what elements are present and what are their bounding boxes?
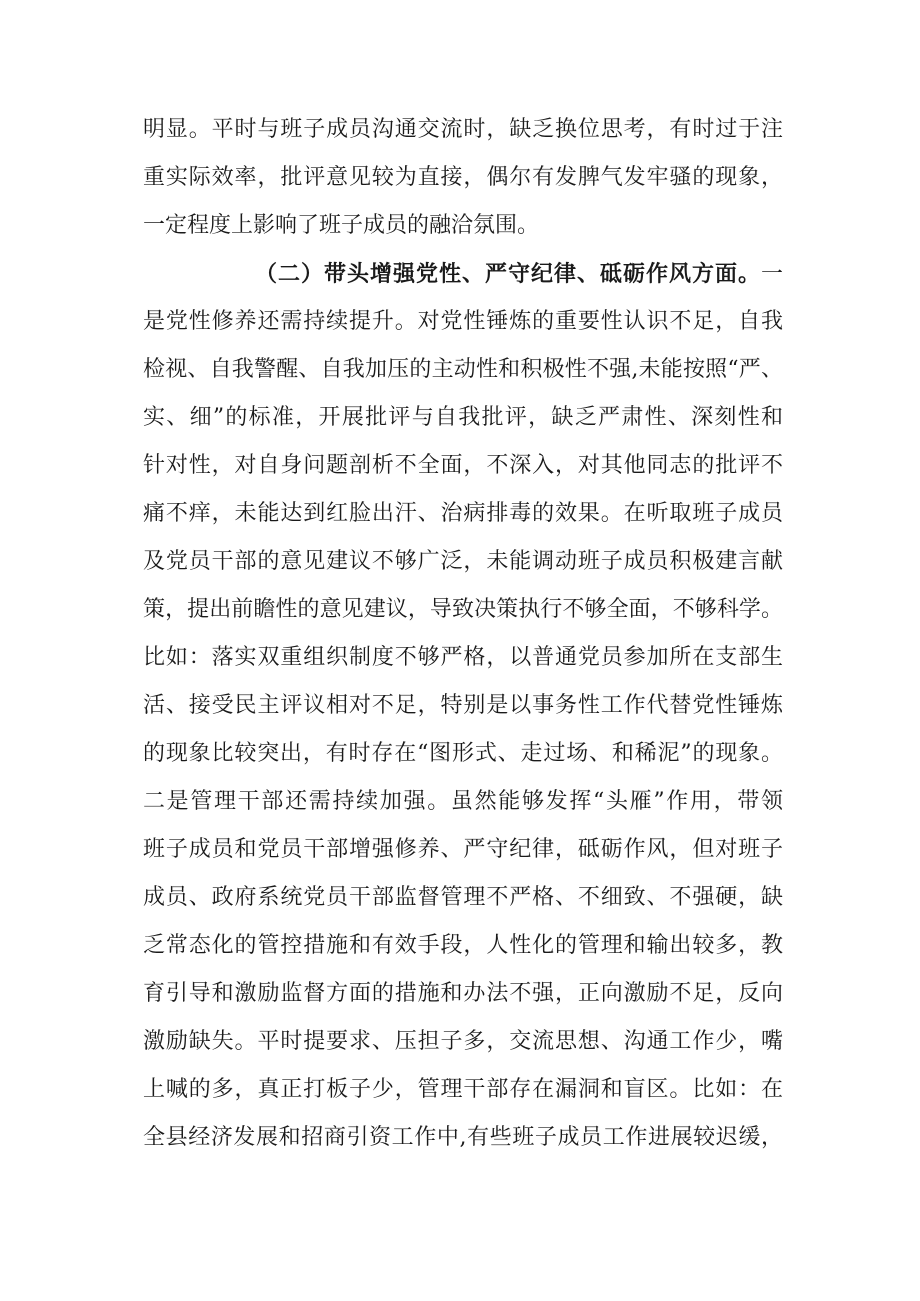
- paragraph-line: 重实际效率，批评意见较为直接，偶尔有发脾气发牢骚的现象，: [143, 165, 783, 190]
- paragraph-line: 上喊的多，真正打板子少，管理干部存在漏洞和盲区。比如：在: [143, 1077, 783, 1102]
- paragraph-line: 二是管理干部还需持续加强。虽然能够发挥“头雁”作用，带领: [143, 789, 783, 814]
- paragraph-line: 针对性，对自身问题剖析不全面，不深入，对其他同志的批评不: [143, 453, 783, 478]
- paragraph-line: 乏常态化的管控措施和有效手段，人性化的管理和输出较多，教: [143, 933, 783, 958]
- paragraph-line: 检视、自我警醒、自我加压的主动性和积极性不强,未能按照“严、: [143, 357, 783, 382]
- paragraph-line: 活、接受民主评议相对不足，特别是以事务性工作代替党性锤炼: [143, 693, 783, 718]
- section-heading-line: [255, 257, 783, 291]
- section-heading: （二）带头增强党性、严守纪律、砥砺作风方面。: [255, 261, 761, 287]
- paragraph-line: 实、细”的标准，开展批评与自我批评，缺乏严肃性、深刻性和: [143, 405, 783, 430]
- paragraph-line: 班子成员和党员干部增强修养、严守纪律，砥砺作风，但对班子: [143, 837, 783, 862]
- paragraph-line: 全县经济发展和招商引资工作中,有些班子成员工作进展较迟缓，: [143, 1125, 783, 1150]
- paragraph-line: 策，提出前瞻性的意见建议，导致决策执行不够全面，不够科学。: [143, 597, 783, 622]
- paragraph-line: 的现象比较突出，有时存在“图形式、走过场、和稀泥”的现象。: [143, 741, 783, 766]
- paragraph-line: 激励缺失。平时提要求、压担子多，交流思想、沟通工作少，嘴: [143, 1029, 783, 1054]
- heading-tail: 一: [760, 262, 783, 287]
- paragraph-line: 成员、政府系统党员干部监督管理不严格、不细致、不强硬，缺: [143, 885, 783, 910]
- paragraph-line: 是党性修养还需持续提升。对党性锤炼的重要性认识不足，自我: [143, 309, 783, 334]
- paragraph-line: 明显。平时与班子成员沟通交流时，缺乏换位思考，有时过于注: [143, 117, 783, 142]
- paragraph-line: 育引导和激励监督方面的措施和办法不强，正向激励不足，反向: [143, 981, 783, 1006]
- paragraph-line: 一定程度上影响了班子成员的融洽氛围。: [143, 213, 540, 238]
- paragraph-line: 及党员干部的意见建议不够广泛，未能调动班子成员积极建言献: [143, 549, 783, 574]
- paragraph-line: 比如：落实双重组织制度不够严格，以普通党员参加所在支部生: [143, 645, 783, 670]
- paragraph-line: 痛不痒，未能达到红脸出汗、治病排毒的效果。在听取班子成员: [143, 501, 783, 526]
